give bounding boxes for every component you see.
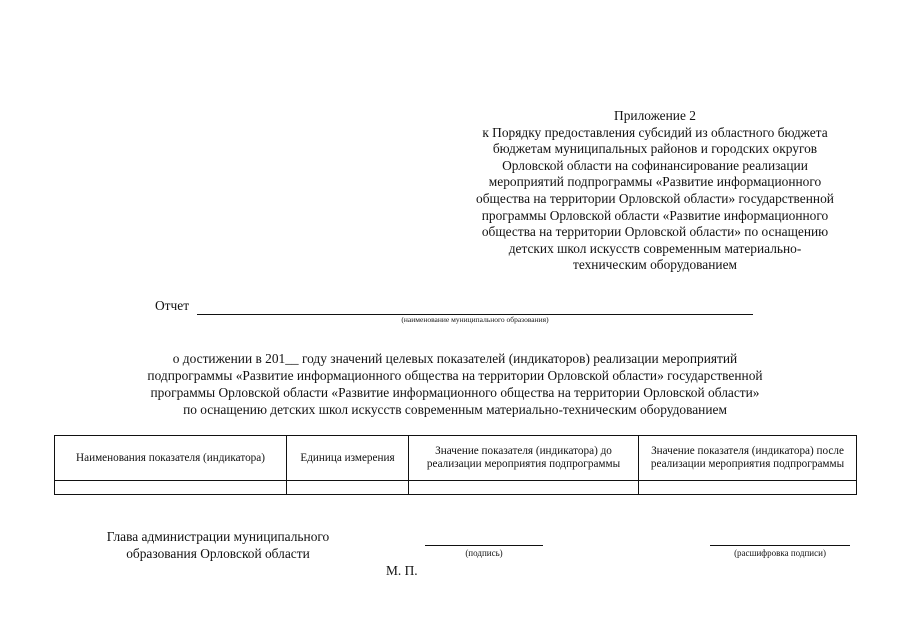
- appendix-line: мероприятий подпрограммы «Развитие информационного: [488, 174, 822, 190]
- table-cell: [409, 481, 639, 495]
- appendix-line: Орловской области на софинансирование реализации: [502, 157, 808, 173]
- signature-line: [425, 545, 543, 546]
- head-of-administration: [88, 528, 348, 562]
- indicators-table: [54, 435, 857, 495]
- appendix-line: Приложение 2: [614, 108, 696, 123]
- subject-line: о достижении в 201__ году значений целевых показателей (индикаторов) реализации мероприятий: [172, 351, 738, 366]
- header-indicator-name: Наименования показателя (индикатора): [55, 436, 287, 481]
- signature-decoding-line: [710, 545, 850, 546]
- table-cell: [55, 481, 287, 495]
- header-value-before: Значение показателя (индикатора) до реализации мероприятия подпрограммы: [409, 436, 639, 481]
- appendix-line: детских школ искусств современным материально-: [508, 240, 802, 256]
- appendix-line: общества на территории Орловской области» по оснащению: [481, 224, 829, 240]
- appendix-line: к Порядку предоставления субсидий из областного бюджета: [482, 124, 828, 140]
- subject-line: подпрограммы «Развитие информационного общества на территории Орловской области» государственной: [147, 368, 763, 383]
- appendix-header: [440, 108, 870, 274]
- header-value-after: Значение показателя (индикатора) после реализации мероприятия подпрограммы: [639, 436, 857, 481]
- subject-line: по оснащению детских школ искусств современным материально-техническим оборудованием: [183, 402, 727, 417]
- table-cell: [287, 481, 409, 495]
- subject-line: программы Орловской области «Развитие информационного общества на территории Орловской области»: [150, 385, 760, 400]
- signature-field: [425, 545, 543, 559]
- appendix-line: программы Орловской области «Развитие информационного: [481, 207, 829, 223]
- table-row: [55, 481, 857, 495]
- appendix-line: общества на территории Орловской области» государственной: [476, 190, 834, 206]
- signature-decoding-caption: (расшифровка подписи): [734, 548, 826, 558]
- appendix-line: бюджетам муниципальных районов и городских округов: [492, 141, 818, 157]
- municipality-name-caption: (наименование муниципального образования): [401, 315, 549, 324]
- table-cell: [639, 481, 857, 495]
- signature-caption: (подпись): [465, 548, 503, 558]
- head-title-line: Глава администрации муниципального: [106, 529, 330, 544]
- head-title-line: образования Орловской области: [126, 546, 310, 561]
- header-unit: Единица измерения: [287, 436, 409, 481]
- report-subject: [60, 350, 850, 418]
- signature-decoding-field: [710, 545, 850, 559]
- stamp-place: М. П.: [386, 563, 418, 578]
- report-label: Отчет: [155, 298, 190, 313]
- report-title-row: [155, 298, 755, 328]
- appendix-line: техническим оборудованием: [572, 257, 737, 273]
- table-header-row: [55, 436, 857, 481]
